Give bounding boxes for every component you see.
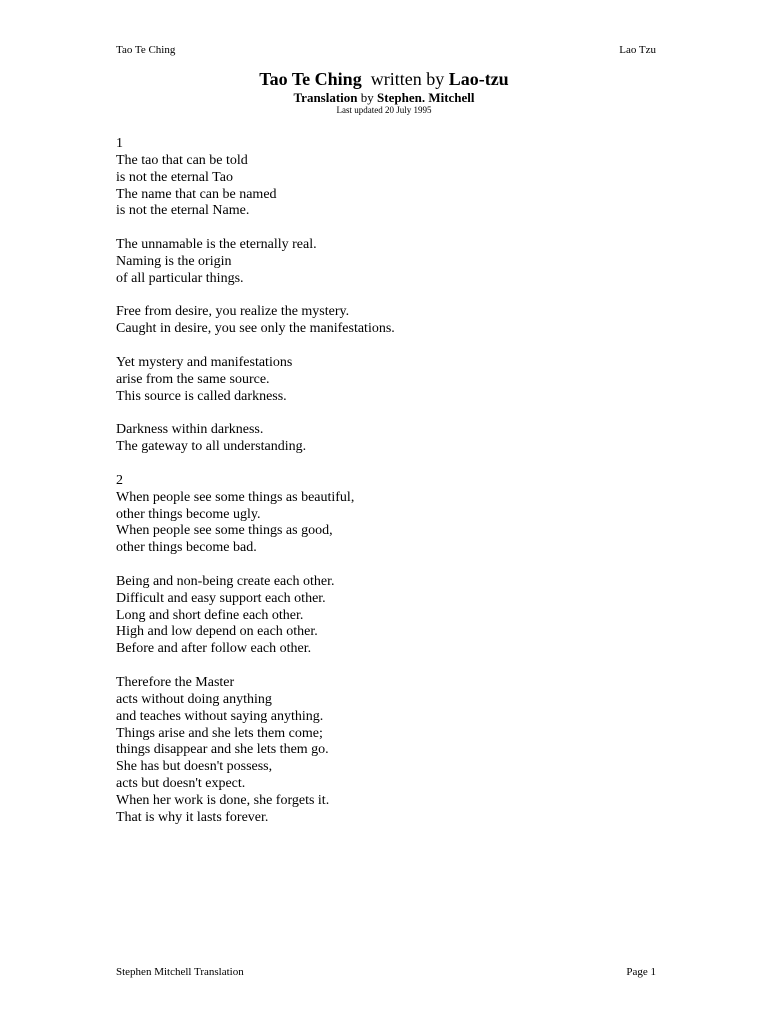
text-line: Before and after follow each other. — [116, 641, 312, 657]
page-number: Page 1 — [626, 966, 656, 978]
text-line — [116, 658, 656, 675]
header-right-text: Lao Tzu — [619, 44, 656, 56]
text-line: and teaches without saying anything. — [116, 708, 324, 724]
text-line: other things become bad. — [116, 540, 257, 556]
last-updated-text: Last updated 20 July 1995 — [336, 105, 432, 115]
text-line: is not the eternal Tao — [116, 169, 233, 185]
text-line — [116, 406, 656, 423]
work-title: Tao Te Ching — [259, 69, 362, 89]
text-line: Things arise and she lets them come; — [116, 725, 323, 741]
text-line — [116, 288, 656, 305]
footer-left-text: Stephen Mitchell Translation — [116, 966, 244, 978]
text-line: Naming is the origin — [116, 253, 232, 269]
text-line: Caught in desire, you see only the manifestations. — [116, 321, 395, 337]
text-line: When her work is done, she forgets it. — [116, 792, 330, 808]
document-title — [0, 68, 768, 90]
text-line: of all particular things. — [116, 270, 244, 286]
text-line — [116, 557, 656, 574]
text-line: When people see some things as good, — [116, 523, 333, 539]
running-header — [116, 44, 656, 56]
author-name: Lao-tzu — [448, 69, 509, 89]
title-block — [0, 68, 768, 115]
running-footer — [116, 966, 656, 978]
text-line: Free from desire, you realize the mystery. — [116, 304, 350, 320]
text-line: The unnamable is the eternally real. — [116, 237, 317, 253]
poem-body — [116, 136, 656, 827]
text-line: other things become ugly. — [116, 506, 261, 522]
translator-name: Stephen. Mitchell — [377, 90, 475, 105]
text-line: The name that can be named — [116, 186, 277, 202]
header-left-text: Tao Te Ching — [116, 44, 176, 56]
text-line: Long and short define each other. — [116, 607, 304, 623]
text-line: When people see some things as beautiful, — [116, 489, 355, 505]
text-line: She has but doesn't possess, — [116, 759, 273, 775]
translation-label: Translation — [293, 90, 358, 105]
text-line: Yet mystery and manifestations — [116, 354, 293, 370]
text-line: Difficult and easy support each other. — [116, 590, 326, 606]
text-line: is not the eternal Name. — [116, 203, 250, 219]
text-line: The tao that can be told — [116, 152, 248, 168]
text-line — [116, 456, 656, 473]
translation-line — [0, 90, 768, 105]
text-line: 2 — [116, 472, 123, 488]
text-line — [116, 338, 656, 355]
text-line: That is why it lasts forever. — [116, 809, 269, 825]
text-line: things disappear and she lets them go. — [116, 742, 329, 758]
text-line: Being and non-being create each other. — [116, 573, 335, 589]
text-line: acts but doesn't expect. — [116, 776, 246, 792]
text-line: acts without doing anything — [116, 691, 272, 707]
text-line: High and low depend on each other. — [116, 624, 318, 640]
text-line: 1 — [116, 136, 123, 151]
text-line: Darkness within darkness. — [116, 422, 264, 438]
text-line: The gateway to all understanding. — [116, 439, 307, 455]
text-line — [116, 220, 656, 237]
text-line: This source is called darkness. — [116, 388, 287, 404]
written-by-text: written by — [370, 69, 445, 89]
text-line: Therefore the Master — [116, 675, 235, 690]
text-line: arise from the same source. — [116, 371, 270, 387]
by-text: by — [360, 90, 374, 105]
